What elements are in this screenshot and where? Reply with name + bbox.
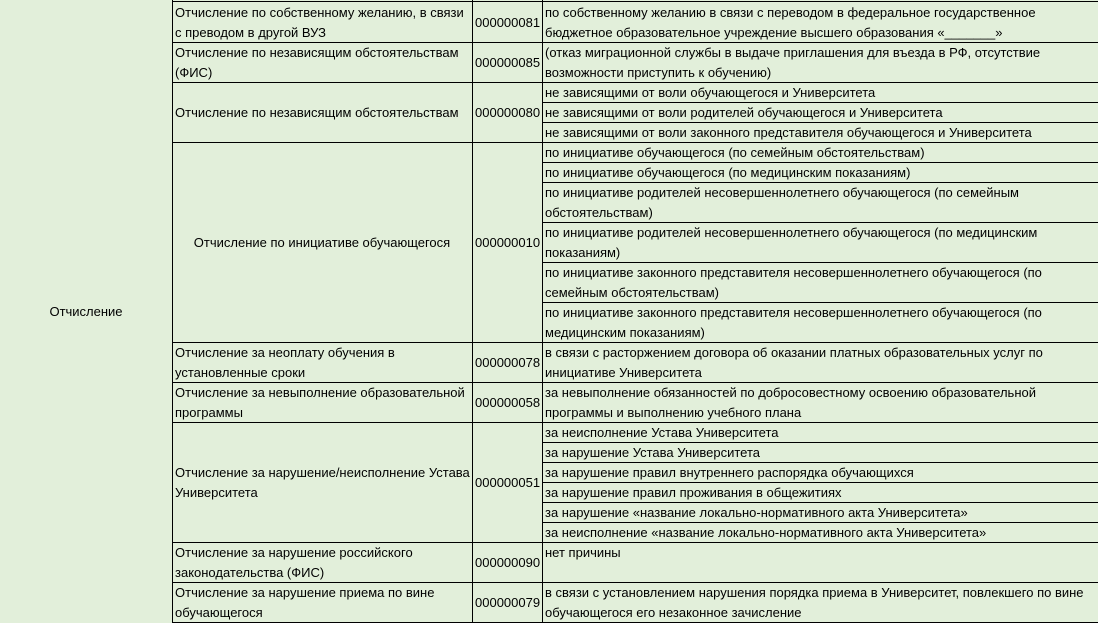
code-label: 000000051 xyxy=(475,475,541,490)
reason-label: за нарушение правил проживания в общежитиях xyxy=(545,485,842,500)
reason-type-label: Отчисление по собственному желанию, в связи с преводом в другой ВУЗ xyxy=(175,5,464,40)
reason-cell[interactable] xyxy=(542,483,1098,503)
reason-cell[interactable] xyxy=(542,423,1098,443)
reason-cell[interactable] xyxy=(542,523,1098,543)
reason-label: по инициативе обучающегося (по семейным обстоятельствам) xyxy=(545,145,925,160)
reason-label: в связи с установлением нарушения порядка приема в Университет, повлекшего по вине обучающегося его незаконное зачисление xyxy=(545,585,1084,620)
code-cell[interactable] xyxy=(472,583,542,623)
reason-cell[interactable] xyxy=(542,383,1098,423)
reason-type-label: Отчисление за нарушение приема по вине обучающегося xyxy=(175,585,435,620)
category-label: Отчисление xyxy=(49,303,123,319)
reason-cell[interactable] xyxy=(542,83,1098,103)
reason-cell[interactable] xyxy=(542,143,1098,163)
reason-type-cell[interactable] xyxy=(172,383,472,423)
reason-cell[interactable] xyxy=(542,503,1098,523)
reason-label: в связи с расторжением договора об оказании платных образовательных услуг по инициативе Университета xyxy=(545,345,1043,380)
reason-cell[interactable] xyxy=(542,103,1098,123)
reason-label: по инициативе родителей несовершеннолетнего обучающегося (по медицинским показаниям) xyxy=(545,225,1038,260)
reason-cell[interactable] xyxy=(542,583,1098,623)
reason-label: (отказ миграционной службы в выдаче приглашения для въезда в РФ, отсутствие возможности приступить к обучению) xyxy=(545,45,1041,80)
reason-cell[interactable] xyxy=(542,263,1098,303)
reason-label: за неисполнение «название локально-нормативного акта Университета» xyxy=(545,525,987,540)
code-cell[interactable] xyxy=(472,143,542,343)
reason-cell[interactable] xyxy=(542,343,1098,383)
reason-type-label: Отчисление по независящим обстоятельствам (ФИС) xyxy=(175,45,459,80)
code-cell[interactable] xyxy=(472,543,542,583)
code-cell[interactable] xyxy=(472,83,542,143)
reason-label: по собственному желанию в связи с переводом в федеральное государственное бюджетное образовательное учреждение высшего образования «_______» xyxy=(545,5,1036,40)
reason-label: нет причины xyxy=(545,545,621,560)
reason-label: по инициативе обучающегося (по медицинским показаниям) xyxy=(545,165,911,180)
reason-type-label: Отчисление за нарушение российского законодательства (ФИС) xyxy=(175,545,413,580)
reason-type-cell[interactable] xyxy=(172,3,472,43)
code-cell[interactable] xyxy=(472,3,542,43)
code-label: 000000085 xyxy=(475,55,541,70)
reason-label: за нарушение правил внутреннего распорядка обучающихся xyxy=(545,465,914,480)
reason-cell[interactable] xyxy=(542,443,1098,463)
reason-label: по инициативе законного представителя несовершеннолетнего обучающегося (по медицинским показаниям) xyxy=(545,305,1042,340)
code-cell[interactable] xyxy=(472,383,542,423)
reason-label: не зависящими от воли обучающегося и Университета xyxy=(545,85,876,100)
reason-cell[interactable] xyxy=(542,303,1098,343)
reason-label: по инициативе законного представителя несовершеннолетнего обучающегося (по семейным обстоятельствам) xyxy=(545,265,1042,300)
reason-cell[interactable] xyxy=(542,123,1098,143)
reason-type-label: Отчисление за невыполнение образовательной программы xyxy=(175,385,465,420)
reason-cell[interactable] xyxy=(542,163,1098,183)
code-cell[interactable] xyxy=(472,423,542,543)
reason-label: за невыполнение обязанностей по добросовестному освоению образовательной программы и выполнению учебного плана xyxy=(545,385,1036,420)
column-divider-1 xyxy=(172,0,173,623)
code-label: 000000078 xyxy=(475,355,541,370)
reason-label: не зависящими от воли законного представителя обучающегося и Университета xyxy=(545,125,1032,140)
category-cell[interactable] xyxy=(0,0,172,623)
reason-type-cell[interactable] xyxy=(172,543,472,583)
code-label: 000000079 xyxy=(475,595,541,610)
code-label: 000000080 xyxy=(475,105,541,120)
reason-type-cell[interactable] xyxy=(172,143,472,343)
code-cell[interactable] xyxy=(472,43,542,83)
top-border xyxy=(172,1,1098,2)
reason-cell[interactable] xyxy=(542,463,1098,483)
reason-type-cell[interactable] xyxy=(172,343,472,383)
reason-type-label: Отчисление за нарушение/неисполнение Устава Университета xyxy=(175,465,470,500)
reason-type-cell[interactable] xyxy=(172,43,472,83)
code-label: 000000090 xyxy=(475,555,541,570)
code-label: 000000010 xyxy=(475,235,541,250)
reason-label: за нарушение Устава Университета xyxy=(545,445,761,460)
reason-type-label: Отчисление за неоплату обучения в установленные сроки xyxy=(175,345,395,380)
reason-type-cell[interactable] xyxy=(172,583,472,623)
reason-label: за неисполнение Устава Университета xyxy=(545,425,779,440)
reason-type-label: Отчисление по независящим обстоятельствам xyxy=(175,105,459,120)
reason-label: по инициативе родителей несовершеннолетнего обучающегося (по семейным обстоятельствам) xyxy=(545,185,1019,220)
reason-label: за нарушение «название локально-нормативного акта Университета» xyxy=(545,505,968,520)
reason-type-label: Отчисление по инициативе обучающегося xyxy=(193,235,451,250)
code-label: 000000058 xyxy=(475,395,541,410)
reason-cell[interactable] xyxy=(542,3,1098,43)
reason-cell[interactable] xyxy=(542,543,1098,583)
reason-label: не зависящими от воли родителей обучающегося и Университета xyxy=(545,105,943,120)
reason-cell[interactable] xyxy=(542,183,1098,223)
reason-cell[interactable] xyxy=(542,43,1098,83)
column-divider-2 xyxy=(472,0,473,623)
column-divider-3 xyxy=(542,0,543,623)
code-cell[interactable] xyxy=(472,343,542,383)
code-label: 000000081 xyxy=(475,15,541,30)
reason-type-cell[interactable] xyxy=(172,83,472,143)
reason-type-cell[interactable] xyxy=(172,423,472,543)
reason-cell[interactable] xyxy=(542,223,1098,263)
